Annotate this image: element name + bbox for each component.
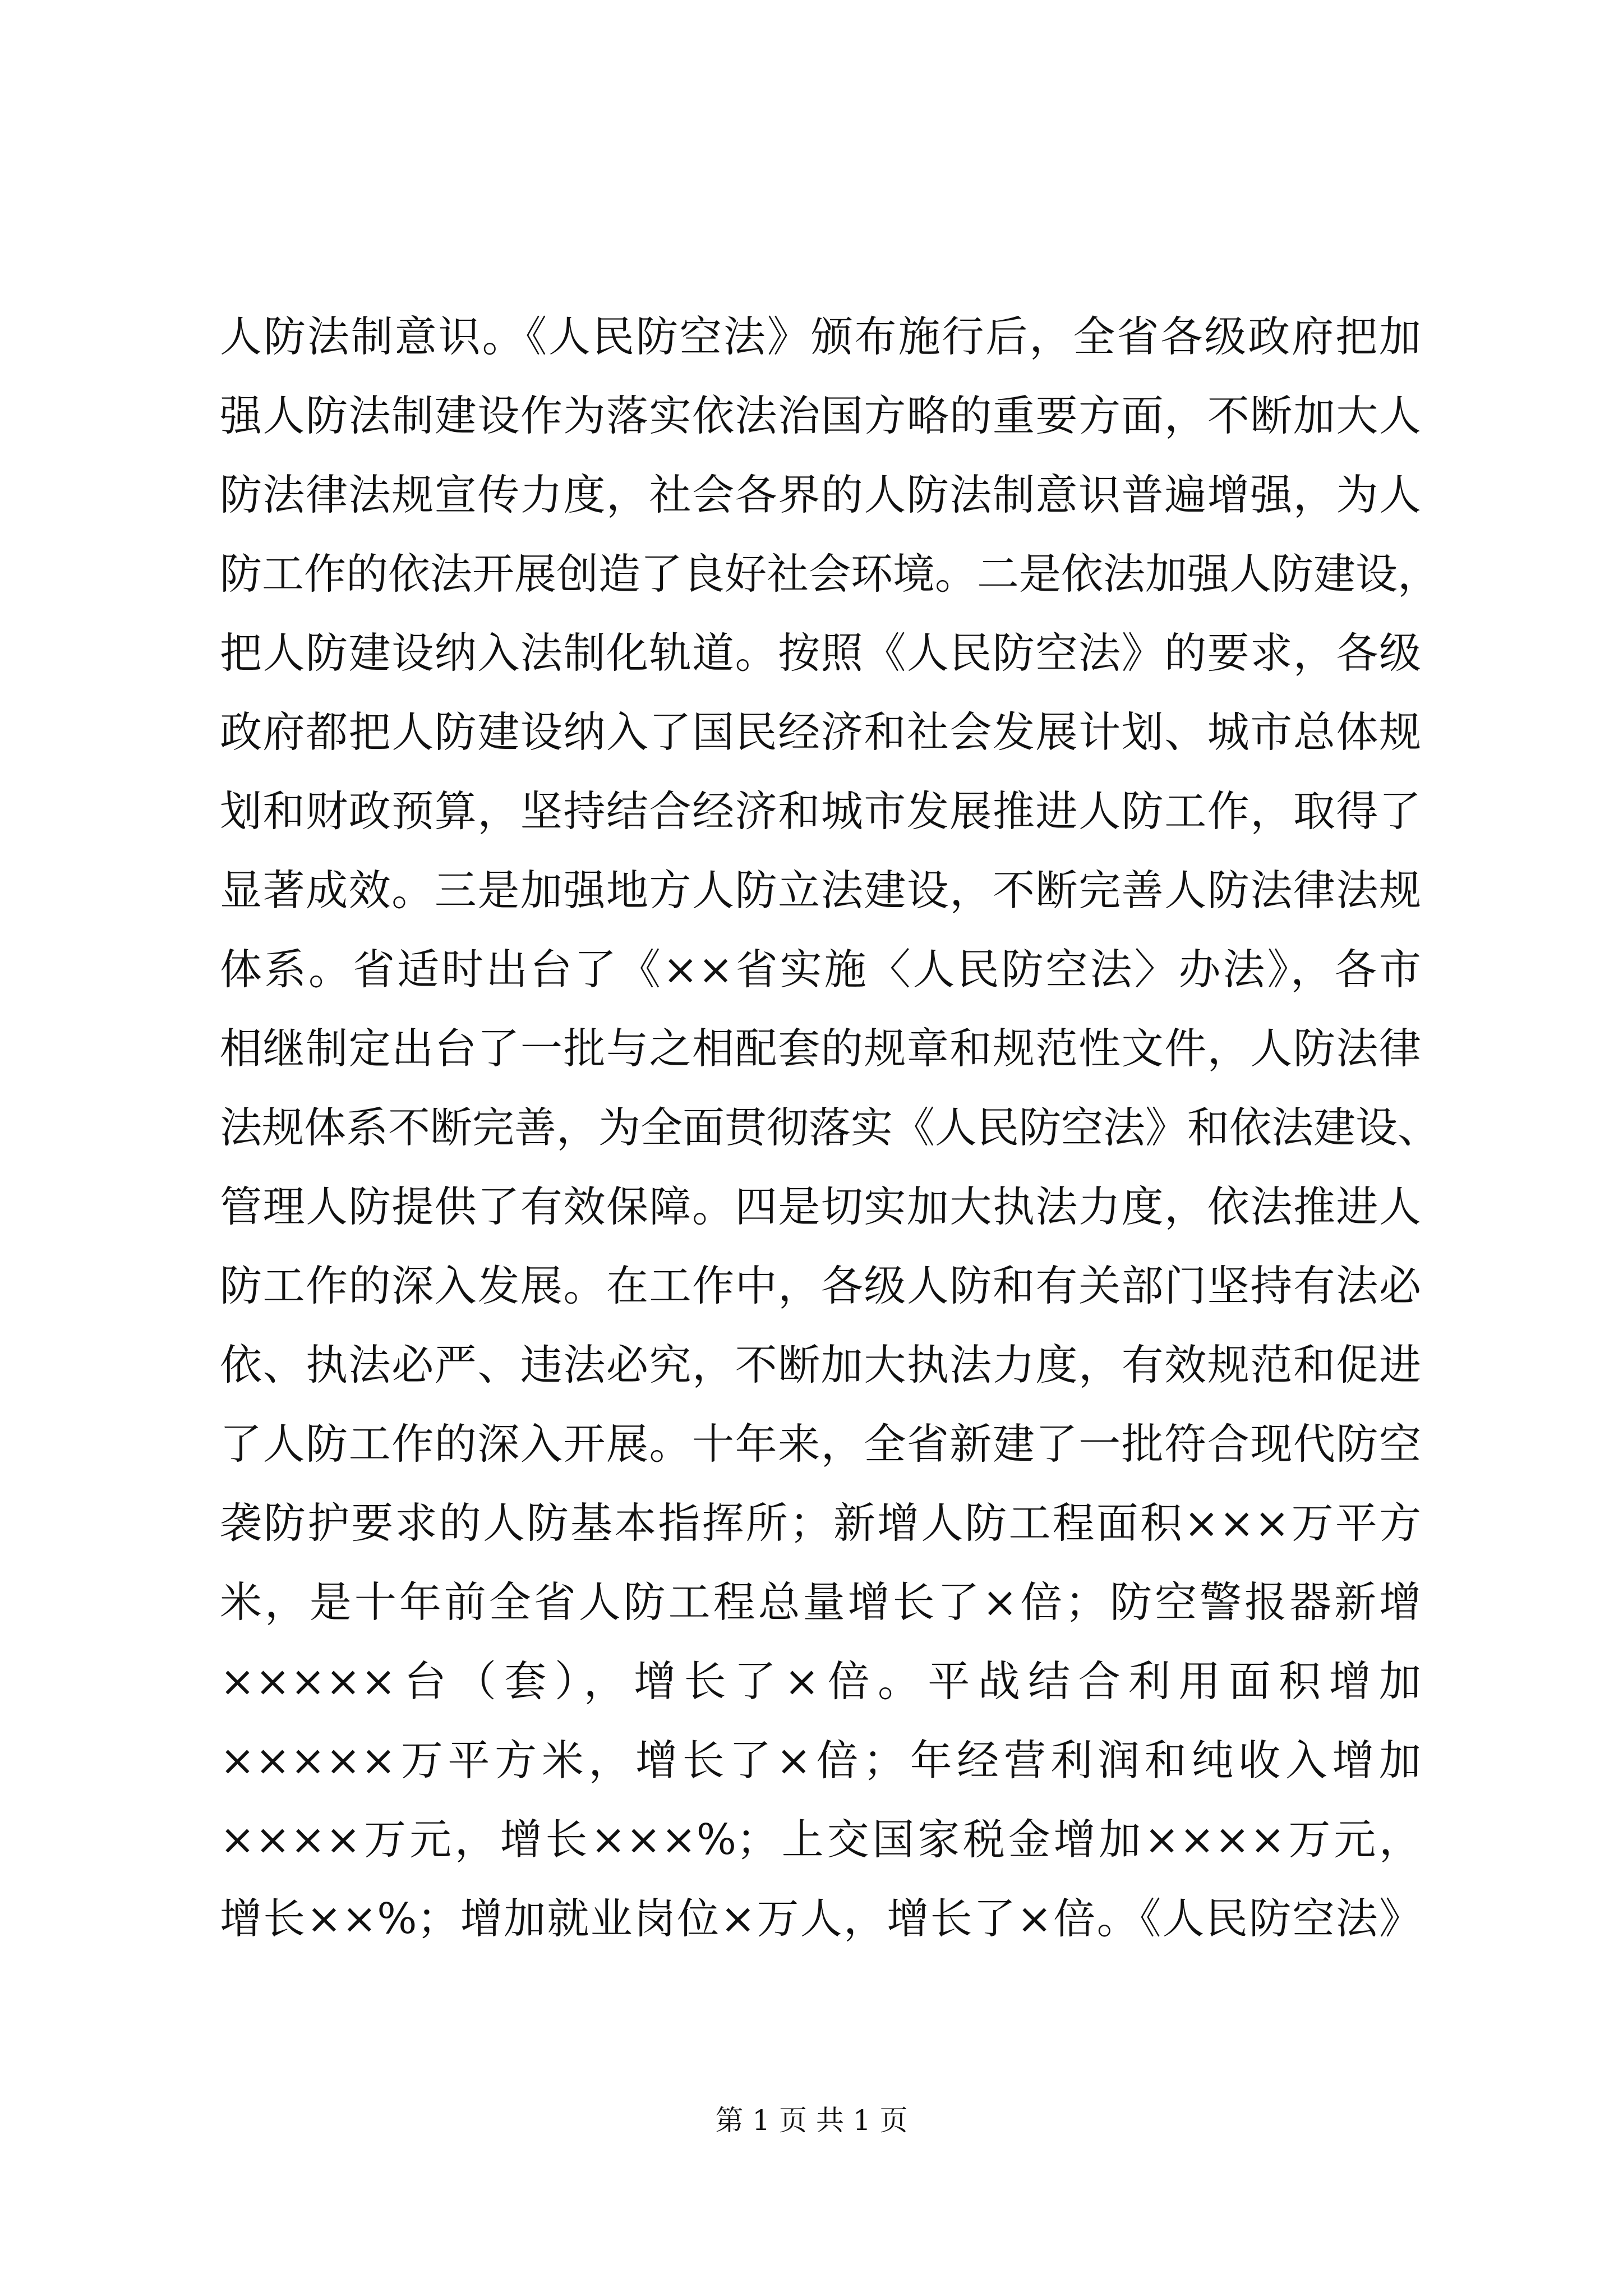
text-line: 法规体系不断完善，为全面贯彻落实《人民防空法》和依法建设、 bbox=[220, 1103, 1440, 1152]
text-line: 强人防法制建设作为落实依法治国方略的重要方面，不断加大人 bbox=[220, 391, 1421, 440]
text-line: 增长××%；增加就业岗位×万人，增长了×倍。《人民防空法》 bbox=[220, 1894, 1421, 1943]
text-line: 划和财政预算，坚持结合经济和城市发展推进人防工作，取得了 bbox=[220, 786, 1421, 836]
text-line: 管理人防提供了有效保障。四是切实加大执法力度，依法推进人 bbox=[220, 1182, 1421, 1231]
text-line: 人防法制意识。《人民防空法》颁布施行后，全省各级政府把加 bbox=[220, 312, 1421, 361]
text-line: 体系。省适时出台了《××省实施〈人民防空法〉办法》，各市 bbox=[220, 945, 1421, 994]
body-paragraph bbox=[220, 297, 1440, 1958]
text-line: ×××××台（套），增长了×倍。平战结合利用面积增加 bbox=[220, 1657, 1421, 1706]
text-line: 依、执法必严、违法必究，不断加大执法力度，有效规范和促进 bbox=[220, 1340, 1421, 1389]
text-line: 防工作的深入发展。在工作中，各级人防和有关部门坚持有法必 bbox=[220, 1261, 1421, 1310]
text-line: 袭防护要求的人防基本指挥所；新增人防工程面积×××万平方 bbox=[220, 1498, 1421, 1548]
text-line: 相继制定出台了一批与之相配套的规章和规范性文件，人防法律 bbox=[220, 1024, 1421, 1073]
page-number-footer: 第 1 页 共 1 页 bbox=[715, 2104, 908, 2137]
text-line: 米，是十年前全省人防工程总量增长了×倍；防空警报器新增 bbox=[220, 1577, 1421, 1627]
text-line: ××××万元，增长×××%；上交国家税金增加××××万元， bbox=[220, 1815, 1421, 1864]
text-line: 显著成效。三是加强地方人防立法建设，不断完善人防法律法规 bbox=[220, 866, 1421, 915]
text-line: 了人防工作的深入开展。十年来，全省新建了一批符合现代防空 bbox=[220, 1419, 1421, 1469]
text-line: 把人防建设纳入法制化轨道。按照《人民防空法》的要求，各级 bbox=[220, 628, 1421, 678]
text-line: ×××××万平方米，增长了×倍；年经营利润和纯收入增加 bbox=[220, 1736, 1421, 1785]
text-line: 防工作的依法开展创造了良好社会环境。二是依法加强人防建设， bbox=[220, 549, 1440, 599]
text-line: 防法律法规宣传力度，社会各界的人防法制意识普遍增强，为人 bbox=[220, 470, 1421, 519]
text-line: 政府都把人防建设纳入了国民经济和社会发展计划、城市总体规 bbox=[220, 707, 1421, 757]
